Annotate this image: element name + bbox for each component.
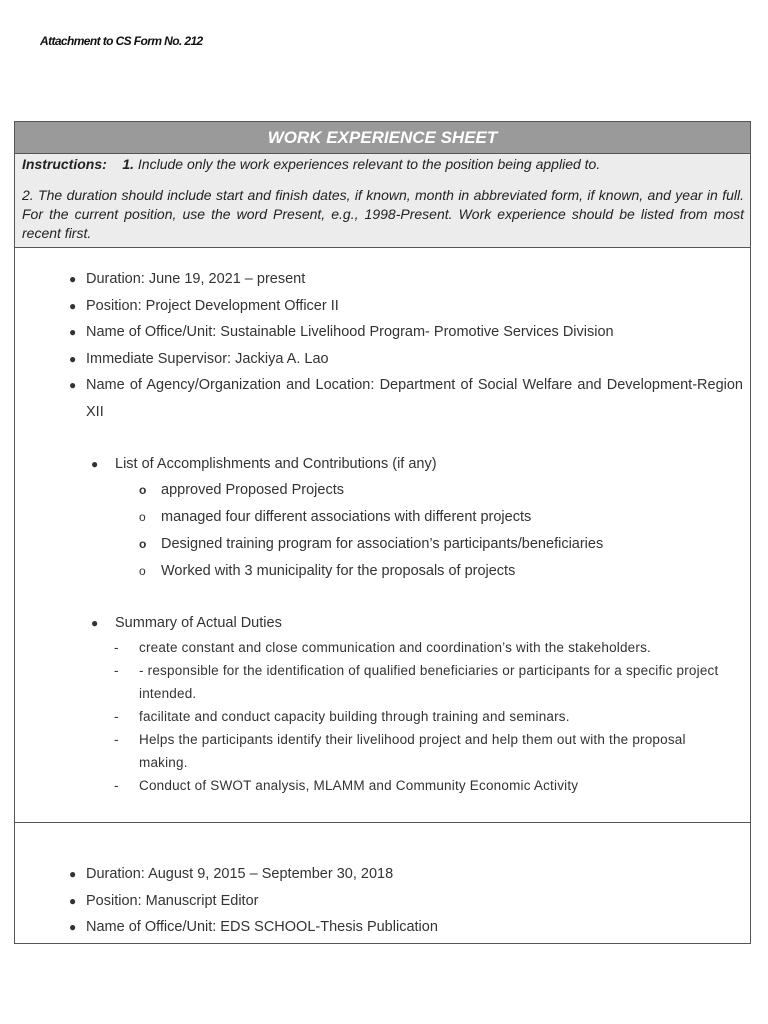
duty-text: Helps the participants identify their livelihood project and help them out with the proposal making.	[139, 732, 686, 770]
agency-item	[15, 372, 750, 425]
bullet-icon: ●	[69, 298, 77, 313]
accomplishment-text: Designed training program for association’s participants/beneficiaries	[161, 536, 604, 552]
duties-heading	[15, 610, 750, 636]
dash-icon: -	[114, 732, 119, 747]
position-item	[15, 293, 750, 320]
accomplishment-item	[15, 504, 750, 531]
bullet-icon: ●	[69, 867, 77, 881]
experience-entry-1	[15, 248, 750, 823]
bullet-icon: ●	[91, 616, 99, 630]
position-text: Position: Project Development Officer II	[86, 297, 339, 314]
attachment-label: Attachment to CS Form No. 212	[40, 34, 203, 48]
agency-text: Name of Agency/Organization and Location: Department of Social Welfare and Development-Region XII	[86, 377, 743, 420]
instructions-box	[15, 154, 750, 248]
office-text: Name of Office/Unit: EDS SCHOOL-Thesis Publication	[86, 919, 438, 935]
instruction-1	[22, 154, 744, 174]
work-experience-sheet	[14, 121, 751, 944]
supervisor-item	[15, 346, 750, 373]
duration-text: Duration: June 19, 2021 – present	[86, 271, 306, 287]
bullet-icon: ●	[69, 893, 77, 908]
duties-title: Summary of Actual Duties	[115, 615, 282, 631]
duty-text: facilitate and conduct capacity building through training and seminars.	[139, 709, 570, 724]
dash-icon: -	[114, 709, 119, 724]
duration-item	[15, 861, 750, 888]
duty-item	[15, 636, 750, 659]
position-item	[15, 888, 750, 915]
sheet-title: WORK EXPERIENCE SHEET	[15, 122, 750, 154]
bullet-icon: ●	[69, 272, 77, 286]
bullet-icon: ●	[69, 378, 77, 392]
accomplishment-item	[15, 558, 750, 585]
dash-icon: -	[114, 778, 119, 793]
accomplishments-section	[15, 451, 750, 585]
instruction-2: 2. The duration should include start and finish dates, if known, month in abbreviated form, if known, and year in full. For the current position, use the word Present, e.g., 1998-Present. Work experience should be listed from most recent first.	[22, 187, 744, 241]
duration-item	[15, 266, 750, 293]
instruction-1-text: Include only the work experiences relevant to the position being applied to.	[137, 156, 601, 172]
dash-icon: -	[114, 663, 119, 678]
bullet-icon: ●	[69, 325, 77, 339]
accomplishment-item	[15, 477, 750, 504]
duty-item	[15, 728, 750, 774]
circle-bullet-icon: o	[139, 537, 147, 551]
duration-text: Duration: August 9, 2015 – September 30, 2018	[86, 866, 394, 882]
dash-icon: -	[114, 640, 119, 655]
duties-section	[15, 610, 750, 797]
accomplishment-text: approved Proposed Projects	[161, 482, 344, 498]
duty-item	[15, 659, 750, 705]
circle-bullet-icon: o	[139, 510, 146, 524]
bullet-icon: ●	[69, 351, 77, 366]
duty-item	[15, 774, 750, 797]
office-text: Name of Office/Unit: Sustainable Livelihood Program- Promotive Services Division	[86, 324, 614, 340]
supervisor-text: Immediate Supervisor: Jackiya A. Lao	[86, 350, 329, 367]
office-item	[15, 319, 750, 346]
duty-item	[15, 705, 750, 728]
instructions-label: Instructions:	[22, 156, 107, 172]
position-text: Position: Manuscript Editor	[86, 892, 259, 909]
bullet-icon: ●	[69, 920, 77, 934]
accomplishment-text: Worked with 3 municipality for the proposals of projects	[161, 563, 516, 579]
accomplishments-heading	[15, 451, 750, 477]
duty-text: create constant and close communication and coordination’s with the stakeholders.	[139, 640, 651, 655]
office-item	[15, 914, 750, 941]
accomplishment-text: managed four different associations with different projects	[161, 509, 532, 525]
instruction-1-number: 1.	[122, 156, 135, 172]
duty-text: Conduct of SWOT analysis, MLAMM and Community Economic Activity	[139, 778, 579, 793]
bullet-icon: ●	[91, 457, 99, 471]
duty-text: - responsible for the identification of qualified beneficiaries or participants for a specific project intended.	[139, 663, 719, 701]
circle-bullet-icon: o	[139, 483, 147, 497]
accomplishment-item	[15, 531, 750, 558]
accomplishments-title: List of Accomplishments and Contributions (if any)	[115, 456, 437, 472]
circle-bullet-icon: o	[139, 564, 146, 578]
